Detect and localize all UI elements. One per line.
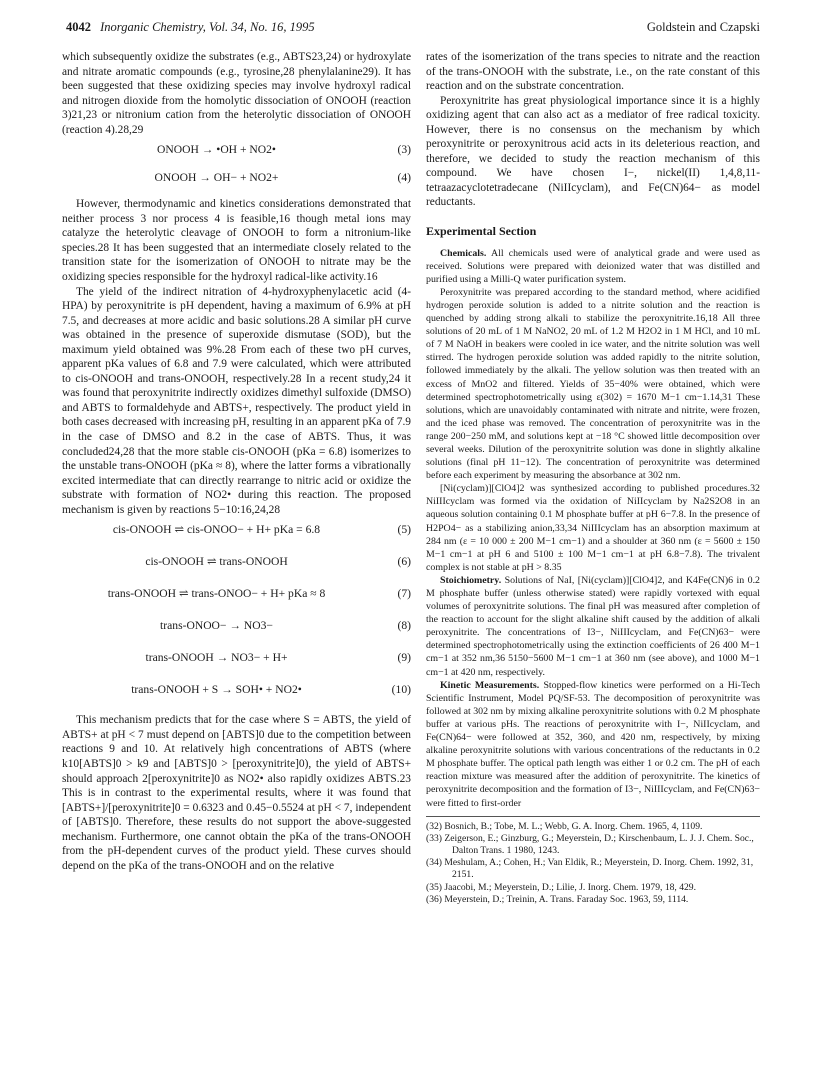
runin-heading: Chemicals. xyxy=(440,247,487,259)
equation-number: (9) xyxy=(397,651,411,665)
paragraph-nitration-yield: The yield of the indirect nitration of 4-hydroxyphenylacetic acid (4-HPA) by peroxynitrite is pH dependent, having a maximum of 6.9% at pH 7.5, and decreases at more acidic and basic solutions.28 A similar pH curve was obtained in the presence of superoxide dismutase (SOD), but the maximum yield obtained was 9%.28 From each of these two pH curves, apparent pKa values of 6.8 and 7.9 were calculated, which were attributed to cis-ONOOH and trans-ONOOH, respectively.28 In a recent study,24 it was found that peroxynitrite indirectly oxidizes dimethyl sulfoxide (DMSO) and ABTS to formaldehyde and ABTS+, respectively. The product yield in both cases decreased with increasing pH, resulting in an apparent pKa of 7.9 in the case of DMSO and 8.2 in the case of ABTS. Thus, it was concluded24,28 that the more stable cis-ONOOH (pKa = 6.8) isomerizes to the unstable trans-ONOOH (pKa ≈ 8), where the latter forms a vibrationally excited intermediate that can directly rearrange to nitric acid or oxidize the substrate with formation of NO2• during this reaction. The proposed mechanism is given by reactions 5−10:16,24,28 xyxy=(62,285,411,516)
equation-number: (6) xyxy=(397,555,411,569)
equation-7 xyxy=(62,587,411,613)
paragraph-text: All chemicals used were of analytical grade and were used as received. Solutions were prepared with deionized water that was distilled and purified using a Milli-Q water purification system. xyxy=(426,247,760,285)
paragraph-isomerization-rates: rates of the isomerization of the trans species to nitrate and the reaction of the trans-ONOOH with the substrate, i.e., on the rate constant of this reaction and on the substrate concentration. xyxy=(426,51,760,93)
equation-5 xyxy=(62,523,411,549)
reference-item: (34) Meshulam, A.; Cohen, H.; Van Eldik, R.; Meyerstein, D. Inorg. Chem. 1992, 31, 2151. xyxy=(426,857,754,881)
paragraph-chemicals xyxy=(426,247,760,286)
paragraph-oxidizing-species: which subsequently oxidize the substrates (e.g., ABTS23,24) or hydroxylate and nitrate aromatic compounds (e.g., tyrosine,28 phenylalanine29). It has been suggested that these oxidizing species may involve hydroxyl radical and nitrogen dioxide from the homolytic dissociation of ONOOH (reaction 3)21,23 or nitronium cation from the heterolytic dissociation of ONOOH (reaction 4).28,29 xyxy=(62,51,411,136)
paragraph-text: Solutions of NaI, [Ni(cyclam)][ClO4]2, and K4Fe(CN)6 in 0.2 M phosphate buffer (unless otherwise stated) were rapidly vortexed with equal volumes of peroxynitrite solutions. The final pH was measured after completion of the reaction to account for the slight alkaline shift caused by the addition of alkali peroxynitrite. The concentrations of I3−, NiIIIcyclam, and Fe(CN)63− were determined spectrophotometrically using the extinction coefficients of 26 400 M−1 cm−1 at 352 nm,36 5150−5600 M−1 cm−1 at 360 nm (see above), and 1000 M−1 cm−1 at 420 nm, respectively. xyxy=(426,574,760,678)
reference-item: (33) Zeigerson, E.; Ginzburg, G.; Meyerstein, D.; Kirschenbaum, L. J. J. Chem. Soc., Dalton Trans. 1 1980, 1243. xyxy=(426,832,754,856)
paragraph-nicyclam: [Ni(cyclam)][ClO4]2 was synthesized according to published procedures.32 NiIIIcyclam was formed via the oxidation of NiIIcyclam by Na2S2O8 in an aqueous solution containing 0.1 M phosphate buffer at pH 6−7.8. In the presence of H2PO4− as a stabilizing anion,33,34 NiIIIcyclam has an absorption maximum at 284 nm (ε = 10 000 ± 200 M−1 cm−1) and a shoulder at 360 nm (ε = 5600 ± 150 M−1 cm−1 at pH 6 and 5100 ± 100 M−1 cm−1 at pH 6.8−7.8). The trivalent complex is not stable at pH > 8.35 xyxy=(426,483,760,573)
equation-number: (5) xyxy=(397,523,411,537)
equation-number: (8) xyxy=(397,619,411,633)
equation-expression: cis-ONOOH ⇌ cis-ONOO− + H+ pKa = 6.8 xyxy=(112,523,321,537)
equation-3 xyxy=(62,143,411,165)
equation-8 xyxy=(62,619,411,645)
running-authors: Goldstein and Czapski xyxy=(646,20,760,34)
equation-expression: cis-ONOOH ⇌ trans-ONOOH xyxy=(145,555,288,569)
equation-expression: ONOOH → •OH + NO2• xyxy=(157,143,276,157)
equation-6 xyxy=(62,555,411,581)
running-header xyxy=(66,20,760,38)
paragraph-mechanism-prediction: This mechanism predicts that for the case where S = ABTS, the yield of ABTS+ at pH < 7 must depend on [ABTS]0 due to the competition between reactions 9 and 10. At relatively high concentrations of ABTS (where k10[ABTS]0 > k9 and [ABTS]0 > [peroxynitrite]0), the yield of ABTS+ should approach 2[peroxynitrite]0 as NO2• also rapidly oxidizes ABTS.23 This is in contrast to the experimental results, where it was found that [ABTS+]/[peroxynitrite]0 = 0.6323 and 0.45−0.5524 at pH < 7, independent of [ABTS]0. Therefore, these results do not support the above-suggested mechanism. Furthermore, one cannot obtain the pKa of the trans-ONOOH from the pH-dependent curves of the product yield. These curves should depend on the pKa of the trans-ONOOH and on the relative xyxy=(62,714,411,872)
equation-expression: trans-ONOOH → NO3− + H+ xyxy=(145,651,288,665)
section-heading: Experimental Section xyxy=(426,224,537,239)
equation-expression: trans-ONOO− → NO3− xyxy=(160,619,273,633)
runin-heading: Kinetic Measurements. xyxy=(440,679,540,691)
equation-number: (4) xyxy=(397,171,411,185)
paragraph-thermodynamics: However, thermodynamic and kinetics considerations demonstrated that neither process 3 nor process 4 is feasible,16 though metal ions may catalyze the heterolytic cleavage of ONOOH to form a nitronium-like species.28 It has been suggested that an intermediate closely related to the transition state for the isomerization of ONOOH to nitrate may be the oxidizing species responsible for the hydroxyl radical-like activity.16 xyxy=(62,198,411,284)
paragraph-kinetics xyxy=(426,679,760,810)
paragraph-text: Stopped-flow kinetics were performed on a Hi-Tech Scientific Instrument, Model PQ/SF-53. The decomposition of peroxynitrite was followed at 302 nm by mixing alkaline peroxynitrite solutions with 0.2 M phosphate buffer at various pHs. The reactions of peroxynitrite with I−, NiIIcyclam, and Fe(CN)64− were followed at 352, 360, and 420 nm, respectively, by mixing alkaline peroxynitrite solutions with various concentrations of the reductants in 0.2 M phosphate buffer. The optical path length was either 1 or 0.2 cm. The pH of each reaction mixture was measured after the addition of peroxynitrite. The kinetics of peroxynitrite decomposition and the formation of I3−, NiIIIcyclam, and Fe(CN)63− were fitted to first-order xyxy=(426,679,761,809)
journal-citation: Inorganic Chemistry, Vol. 34, No. 16, 1995 xyxy=(100,20,315,34)
equation-4 xyxy=(62,171,411,193)
paragraph-peroxynitrite-prep: Peroxynitrite was prepared according to the standard method, where acidified hydrogen peroxide solution is added to a nitrite solution and the reaction is quenched by adding strong alkali to stabilize the peroxynitrite.16,18 All three solutions of 20 mL of 1 M NaNO2, 20 mL of 1.2 M H2O2 in 1 M HCl, and 10 mL of 7 M NaOH in beakers were cooled in ice water, and the nitrite solution was well stirred. The hydrogen peroxide solution was added rapidly to the nitrite solution, followed immediately by the alkali. The yellow solution was then treated with an excess of MnO2 and filtered. Yields of 35−40% were obtained, which were determined spectrophotometrically using ε(302) = 1670 M−1 cm−1.14,31 These solutions, which are unavoidably contaminated with nitrate and nitrite, were frozen, and the iced phase was removed. The concentration of peroxynitrite was in the range 200−250 mM, and solutions kept at −18 °C showed little decomposition over several weeks. Dilution of the peroxynitrite solution was done in slightly alkaline solutions (final pH 11−12). The concentration of peroxynitrite was determined before each experiment by measuring the absorbance at 302 nm. xyxy=(426,286,760,482)
equation-number: (7) xyxy=(397,587,411,601)
paragraph-physiological-importance: Peroxynitrite has great physiological importance since it is a highly oxidizing agent that can also act as a mediator of free radical toxicity. However, there is no consensus on the mechanism by which peroxynitrite or peroxynitrous acid acts in its deleterious reaction, and therefore, we decided to study the reaction mechanism of this compound. We have chosen I−, nickel(II) 1,4,8,11-tetraazacyclotetradecane (NiIIcyclam), and Fe(CN)64− as model reductants. xyxy=(426,94,760,209)
left-column xyxy=(62,50,411,873)
reference-item: (32) Bosnich, B.; Tobe, M. L.; Webb, G. A. Inorg. Chem. 1965, 4, 1109. xyxy=(426,820,703,832)
equation-number: (3) xyxy=(397,143,411,157)
equation-9 xyxy=(62,651,411,677)
page-number: 4042 xyxy=(66,20,91,34)
equation-number: (10) xyxy=(391,683,411,697)
equation-expression: ONOOH → OH− + NO2+ xyxy=(154,171,279,185)
paragraph-stoichiometry xyxy=(426,574,760,679)
equation-10 xyxy=(62,683,411,709)
equation-expression: trans-ONOOH + S → SOH• + NO2• xyxy=(131,683,302,697)
right-column xyxy=(426,50,760,906)
reference-list xyxy=(426,816,760,906)
reference-item: (35) Jaacobi, M.; Meyerstein, D.; Lilie, J. Inorg. Chem. 1979, 18, 429. xyxy=(426,881,697,893)
runin-heading: Stoichiometry. xyxy=(440,574,502,586)
reference-item: (36) Meyerstein, D.; Treinin, A. Trans. Faraday Soc. 1963, 59, 1114. xyxy=(426,893,689,905)
equation-expression: trans-ONOOH ⇌ trans-ONOO− + H+ pKa ≈ 8 xyxy=(107,587,326,601)
